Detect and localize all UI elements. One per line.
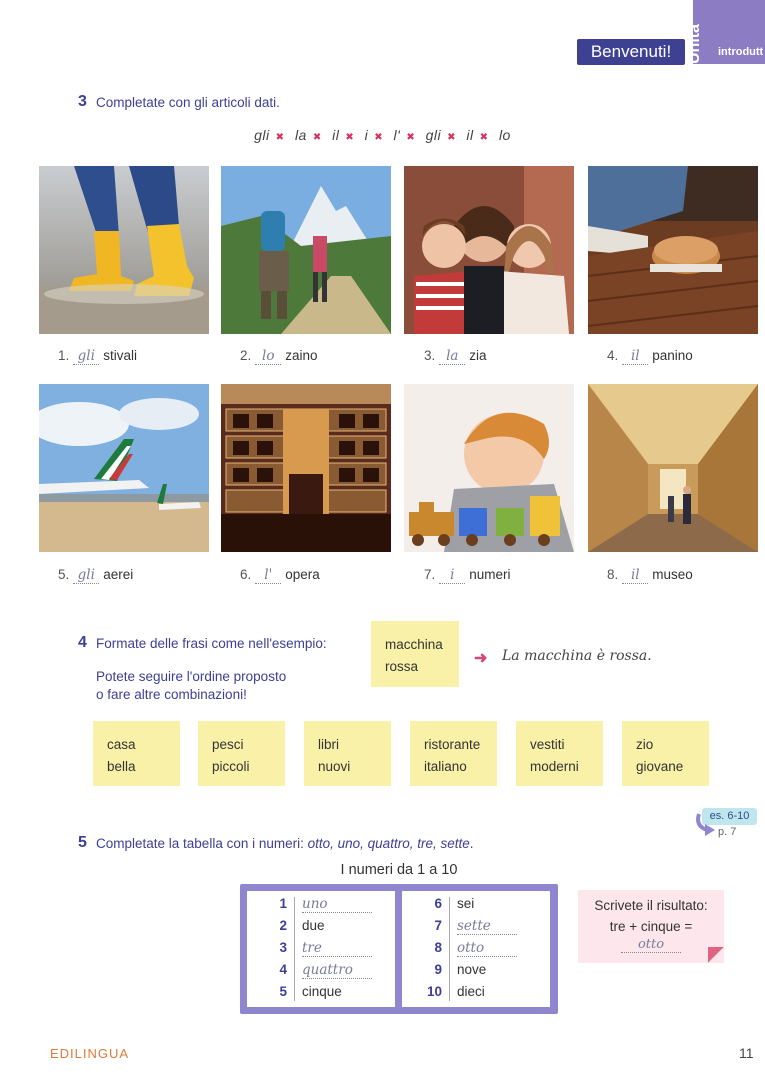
article-5: l' xyxy=(393,127,401,143)
rain-boots-photo xyxy=(39,166,209,334)
caption-5 xyxy=(58,567,133,584)
unit-label: Unità xyxy=(686,24,703,64)
caption-word: zaino xyxy=(285,348,318,363)
answer-2[interactable]: lo xyxy=(255,348,281,365)
separator-icon: ✖ xyxy=(479,132,489,143)
table-row: 2 due xyxy=(279,918,325,933)
section-banner: Benvenuti! xyxy=(577,39,685,65)
caption-word: museo xyxy=(652,567,693,582)
answer-5[interactable]: gli xyxy=(73,567,99,584)
caption-3 xyxy=(424,348,487,365)
hikers-backpack-photo xyxy=(221,166,391,334)
separator-icon: ✖ xyxy=(312,132,322,143)
unit-sub-label: introdutt xyxy=(718,46,764,58)
answer-otto[interactable]: otto xyxy=(457,940,517,957)
caption-word: stivali xyxy=(103,348,138,363)
curved-arrow-icon xyxy=(693,812,719,838)
caption-8 xyxy=(607,567,693,584)
caption-word: zia xyxy=(469,348,487,363)
page-number: 11 xyxy=(739,1045,754,1061)
table-row: 7 sette xyxy=(402,918,550,940)
separator-icon: ✖ xyxy=(406,132,416,143)
folded-corner-icon xyxy=(708,947,724,963)
card-adjective: moderni xyxy=(530,759,579,774)
caption-number: 5. xyxy=(58,567,70,582)
card-adjective: piccoli xyxy=(212,759,250,774)
table-row: 6 sei xyxy=(434,896,475,911)
museum-gallery-photo xyxy=(588,384,758,552)
sandwich-photo xyxy=(588,166,758,334)
card-6 xyxy=(622,721,709,786)
card-4 xyxy=(410,721,497,786)
caption-number: 1. xyxy=(58,348,70,363)
instruction-text: Completate la tabella con i numeri: xyxy=(96,836,308,851)
caption-word: opera xyxy=(285,567,320,582)
card-word: vestiti xyxy=(530,737,565,752)
caption-6 xyxy=(240,567,320,584)
opera-theater-photo xyxy=(221,384,391,552)
card-1 xyxy=(93,721,180,786)
caption-number: 7. xyxy=(424,567,436,582)
instruction-end: . xyxy=(469,836,474,851)
exercise-4-hint-line1: Potete seguire l'ordine proposto xyxy=(96,669,287,684)
article-6: gli xyxy=(425,127,442,143)
exercise-4-number: 4 xyxy=(78,634,87,651)
result-expression: tre + cinque = xyxy=(609,919,693,934)
airplane-photo xyxy=(39,384,209,552)
numbers-table-left xyxy=(247,891,395,1007)
caption-number: 2. xyxy=(240,348,252,363)
aunt-children-photo xyxy=(404,166,574,334)
separator-icon: ✖ xyxy=(275,132,285,143)
answer-uno[interactable]: uno xyxy=(302,896,372,913)
article-2: la xyxy=(294,127,307,143)
child-numbers-toy-photo xyxy=(404,384,574,552)
table-row: 3 tre xyxy=(247,940,395,962)
separator-icon: ✖ xyxy=(374,132,384,143)
table-row: 5 cinque xyxy=(279,984,342,999)
example-sentence: La macchina è rossa. xyxy=(502,648,652,664)
instruction-words: otto, uno, quattro, tre, sette xyxy=(307,836,470,851)
exercise-4-instruction: Formate delle frasi come nell'esempio: xyxy=(96,636,327,651)
answer-6[interactable]: l' xyxy=(255,567,281,584)
numbers-table xyxy=(240,884,558,1014)
caption-word: numeri xyxy=(469,567,511,582)
separator-icon: ✖ xyxy=(345,132,355,143)
table-title: I numeri da 1 a 10 xyxy=(340,862,458,878)
exercise-5-instruction xyxy=(96,836,474,851)
caption-1 xyxy=(58,348,137,365)
exercise-3-instruction: Completate con gli articoli dati. xyxy=(96,95,280,110)
caption-number: 3. xyxy=(424,348,436,363)
exercise-5-number: 5 xyxy=(78,834,87,851)
article-list xyxy=(0,127,765,143)
card-word: libri xyxy=(318,737,340,752)
card-adjective: italiano xyxy=(424,759,467,774)
publisher-logo: EDILINGUA xyxy=(50,1046,130,1061)
example-card xyxy=(371,621,459,687)
table-row: 4 quattro xyxy=(247,962,395,984)
answer-4[interactable]: il xyxy=(622,348,648,365)
article-3: il xyxy=(332,127,340,143)
card-adjective: giovane xyxy=(636,759,684,774)
card-word: casa xyxy=(107,737,136,752)
exercise-4-hint-line2: o fare altre combinazioni! xyxy=(96,687,247,702)
caption-7 xyxy=(424,567,511,584)
table-row: 1 uno xyxy=(247,896,395,918)
card-3 xyxy=(304,721,391,786)
card-5 xyxy=(516,721,603,786)
arrow-right-icon: ➜ xyxy=(474,650,488,667)
card-word: zio xyxy=(636,737,654,752)
caption-word: aerei xyxy=(103,567,134,582)
answer-7[interactable]: i xyxy=(439,567,465,584)
article-8: lo xyxy=(498,127,511,143)
separator-icon: ✖ xyxy=(447,132,457,143)
caption-number: 8. xyxy=(607,567,619,582)
caption-2 xyxy=(240,348,318,365)
caption-word: panino xyxy=(652,348,693,363)
card-2 xyxy=(198,721,285,786)
result-note xyxy=(578,890,724,963)
table-row: 8 otto xyxy=(402,940,550,962)
answer-tre[interactable]: tre xyxy=(302,940,372,957)
table-row: 9 nove xyxy=(434,962,487,977)
numbers-table-right xyxy=(402,891,550,1007)
article-4: i xyxy=(364,127,369,143)
answer-1[interactable]: gli xyxy=(73,348,99,365)
exercise-3-number: 3 xyxy=(78,93,87,110)
answer-8[interactable]: il xyxy=(622,567,648,584)
answer-quattro[interactable]: quattro xyxy=(302,962,372,979)
article-1: gli xyxy=(254,127,270,143)
card-adjective: bella xyxy=(107,759,136,774)
page-reference[interactable]: p. 7 xyxy=(718,826,737,838)
article-7: il xyxy=(466,127,474,143)
card-word: macchina xyxy=(385,637,443,652)
result-title: Scrivete il risultato: xyxy=(594,898,708,913)
table-row: 10 dieci xyxy=(426,984,485,999)
caption-4 xyxy=(607,348,693,365)
card-word: pesci xyxy=(212,737,244,752)
answer-sette[interactable]: sette xyxy=(457,918,517,935)
answer-3[interactable]: la xyxy=(439,348,465,365)
exercise-reference-badge[interactable]: es. 6-10 xyxy=(702,808,757,825)
caption-number: 4. xyxy=(607,348,619,363)
card-word: ristorante xyxy=(424,737,481,752)
card-adjective: nuovi xyxy=(318,759,351,774)
card-adjective: rossa xyxy=(385,659,419,674)
result-answer[interactable]: otto xyxy=(621,937,681,953)
caption-number: 6. xyxy=(240,567,252,582)
